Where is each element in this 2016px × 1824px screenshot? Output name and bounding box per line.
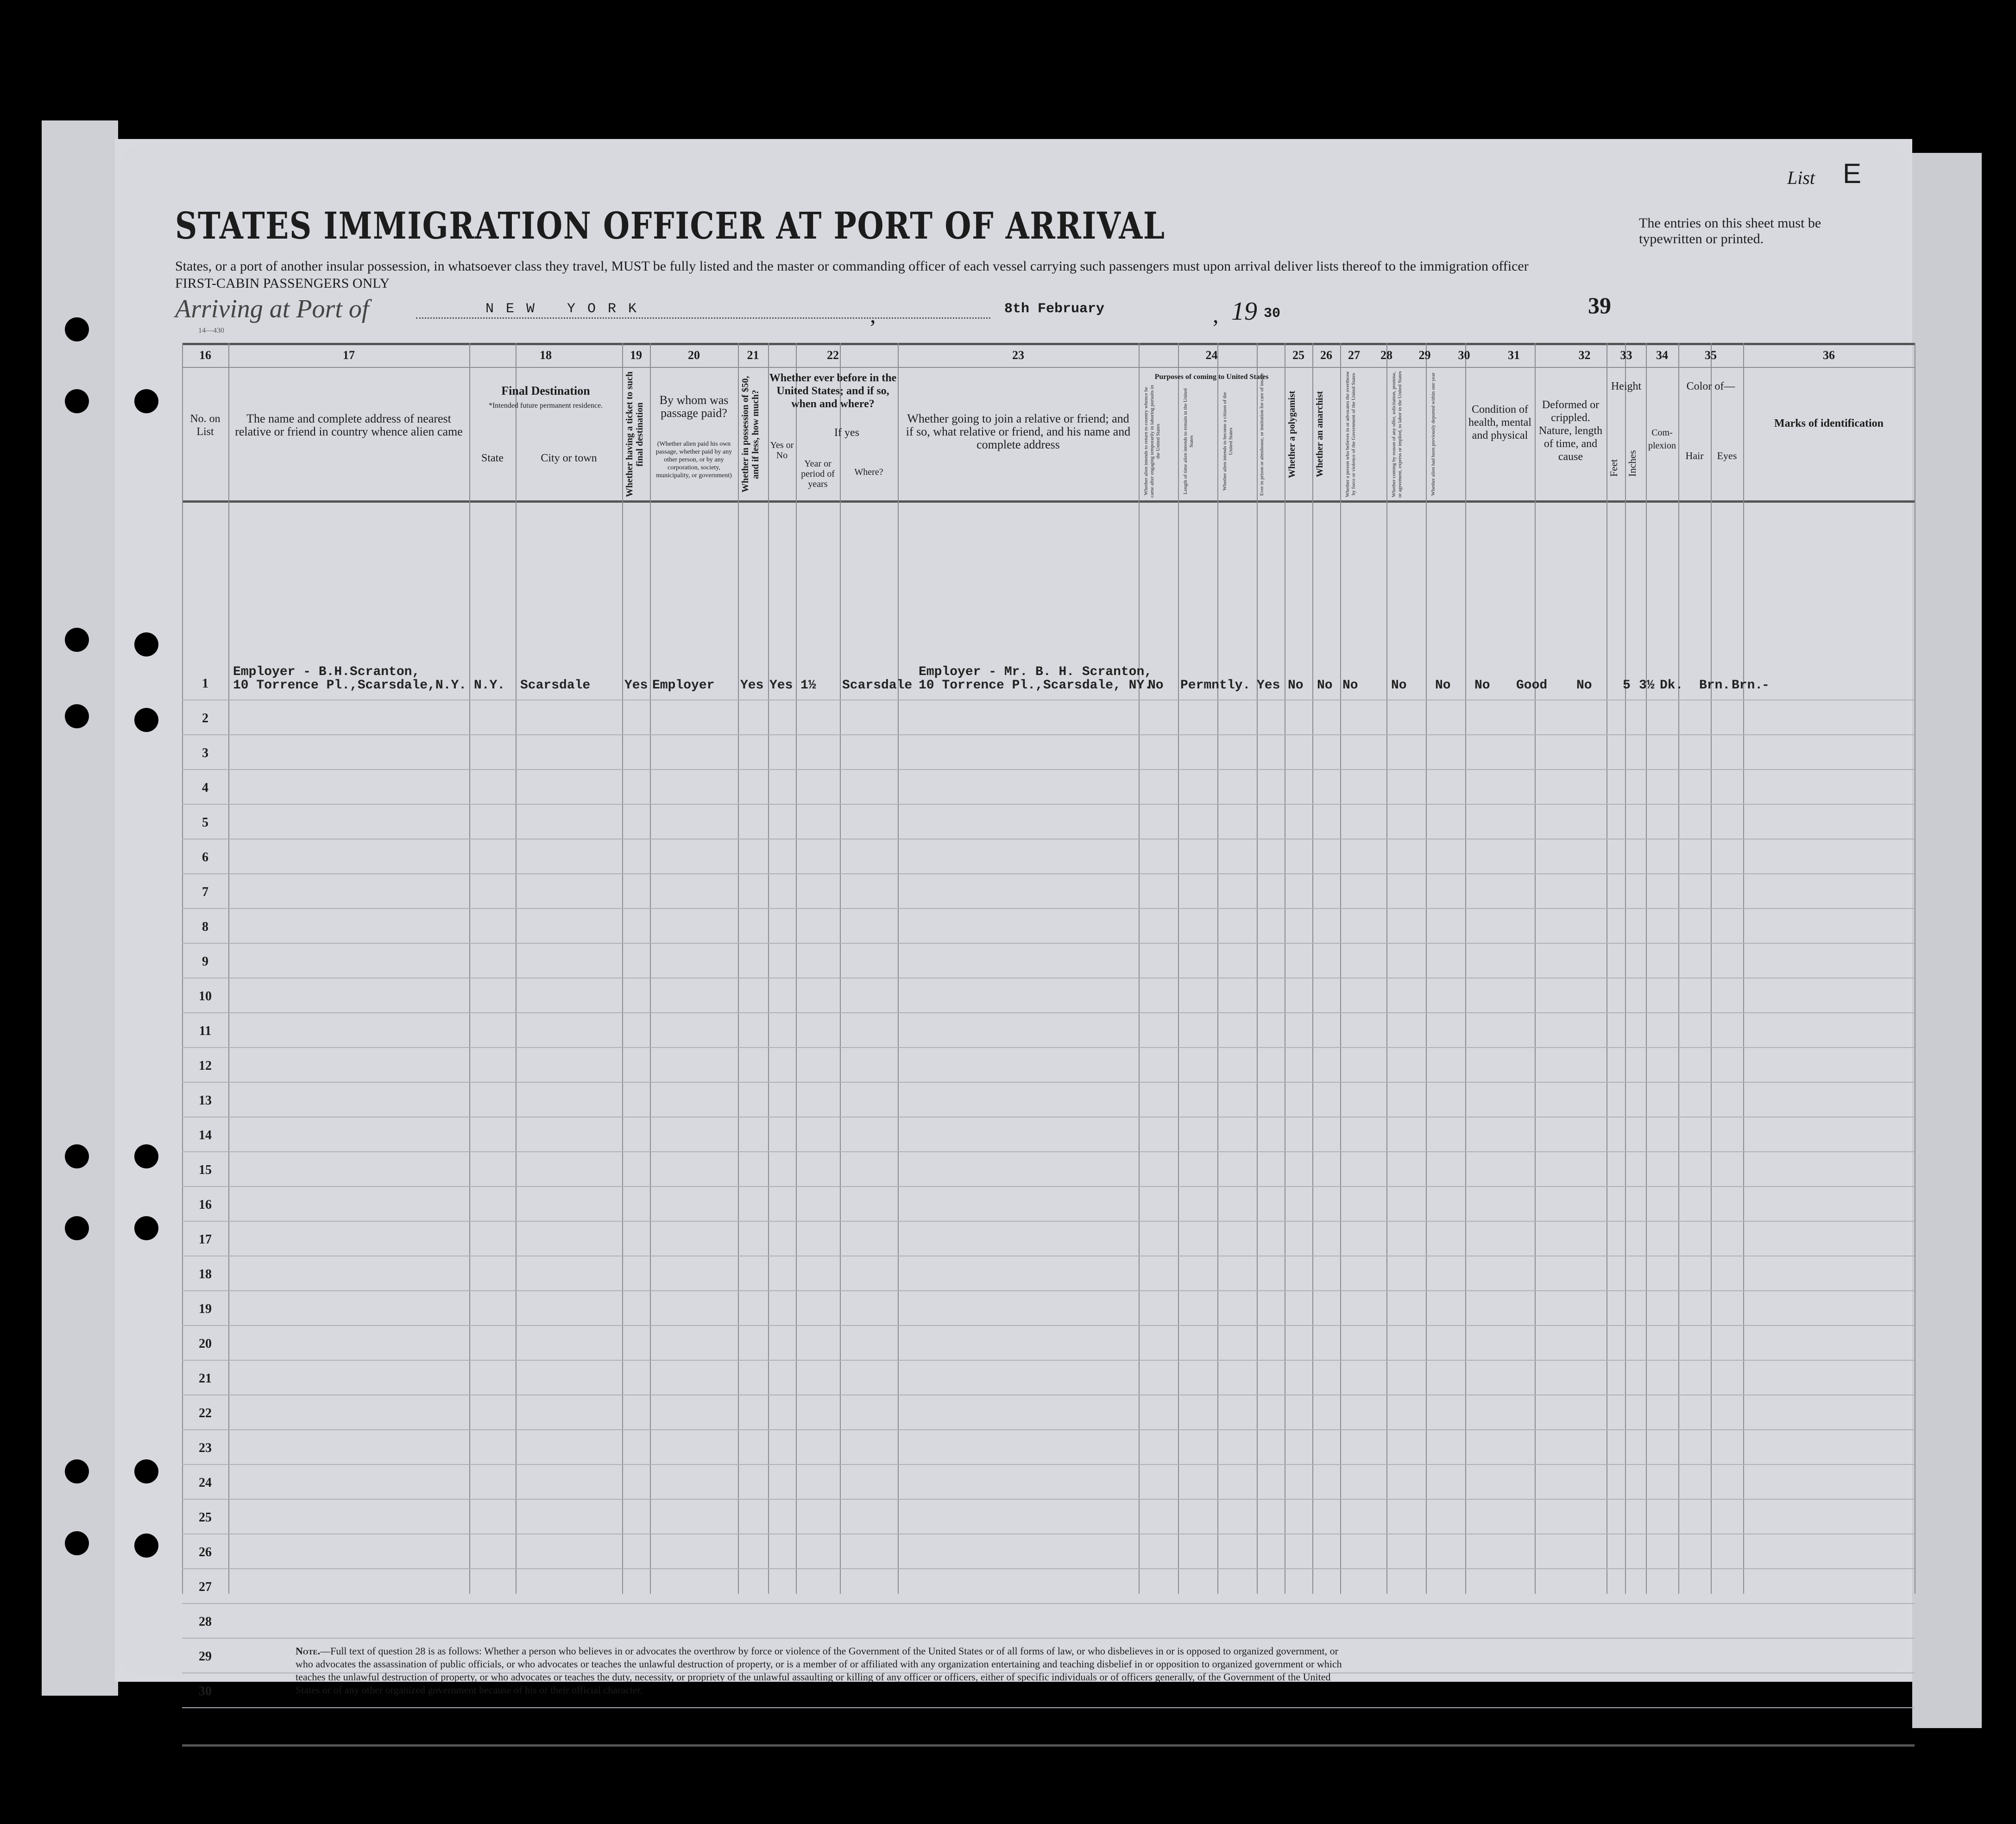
comma: , bbox=[1213, 302, 1219, 328]
punch-hole bbox=[65, 1459, 89, 1483]
row-line bbox=[182, 1082, 1915, 1083]
row-number: 1 bbox=[202, 676, 208, 691]
col33-feet: Feet bbox=[1608, 459, 1619, 477]
entry-relative-line2: 10 Torrence Pl.,Scarsdale,N.Y. bbox=[233, 678, 467, 693]
entry-years: 1½ bbox=[800, 678, 816, 693]
instruction-line: States, or a port of another insular possession, in whatsoever class they travel, MUST be fully listed and the master or commanding officer of each vessel carrying such passengers must upon arrival deliver lists thereof to the immigration officer bbox=[175, 259, 1529, 274]
row-number: 17 bbox=[199, 1232, 212, 1247]
col-number: 29 bbox=[1418, 348, 1431, 362]
col-line bbox=[1606, 343, 1607, 1594]
col-line bbox=[1340, 343, 1341, 1594]
row-number: 6 bbox=[202, 850, 208, 865]
row-number: 8 bbox=[202, 920, 208, 934]
col17-header: The name and complete address of nearest relative or friend in country whence alien came bbox=[235, 412, 463, 438]
entry-length: Permntly. bbox=[1180, 678, 1251, 693]
col-line bbox=[516, 343, 517, 1594]
col-number: 33 bbox=[1620, 348, 1632, 362]
col18-state: State bbox=[481, 452, 504, 464]
col24-b: Length of time alien intends to remain in the United States bbox=[1183, 388, 1194, 494]
punch-hole bbox=[65, 1216, 89, 1240]
arriving-label: Arriving at Port of bbox=[175, 295, 369, 323]
entry-join-line1: Employer - Mr. B. H. Scranton, bbox=[919, 665, 1153, 679]
col28-header: Whether a person who believes in or advocates the overthrow by force or violence of the Government of the United States bbox=[1345, 371, 1356, 498]
entry-ticket: Yes bbox=[624, 678, 648, 693]
table-top-rule bbox=[182, 343, 1915, 345]
col-number: 16 bbox=[199, 348, 211, 362]
footnote bbox=[296, 1645, 1347, 1697]
row-line bbox=[182, 1151, 1915, 1152]
col23-header: Whether going to join a relative or friend; and if so, what relative or friend, and his name and complete address bbox=[906, 412, 1131, 451]
comma: , bbox=[870, 302, 876, 328]
punch-hole bbox=[65, 317, 89, 341]
col-line bbox=[1312, 343, 1313, 1594]
header-rule bbox=[182, 367, 1915, 368]
col-line bbox=[650, 343, 651, 1594]
row-number: 7 bbox=[202, 885, 208, 899]
entry-fifty: Yes bbox=[740, 678, 764, 693]
entry-complexion: Dk. bbox=[1660, 678, 1683, 693]
col29-header: Whether coming by reason of any offer, solicitation, promise, or agreement, express or implied, to labor in the United States bbox=[1391, 371, 1403, 498]
col-number: 32 bbox=[1578, 348, 1591, 362]
col25-header: Ever in prison or almshouse, or institution for care of insane bbox=[1259, 373, 1265, 496]
col36-header: Marks of identification bbox=[1774, 417, 1884, 429]
page-number: 39 bbox=[1588, 292, 1611, 318]
col-number: 18 bbox=[540, 348, 552, 362]
row-number: 19 bbox=[199, 1302, 212, 1316]
col22-where: Where? bbox=[854, 467, 883, 477]
entry-anarchist: No bbox=[1342, 678, 1358, 693]
row-number: 30 bbox=[199, 1684, 212, 1698]
col-line bbox=[1743, 343, 1744, 1594]
row-line bbox=[182, 1464, 1915, 1465]
col21-header: Whether in possession of $50, and if less, how much? bbox=[740, 376, 761, 493]
entry-paid-by: Employer bbox=[652, 678, 715, 693]
punch-hole bbox=[134, 708, 158, 732]
row-number: 14 bbox=[199, 1128, 212, 1142]
row-line bbox=[182, 769, 1915, 770]
entry-q28: No bbox=[1391, 678, 1407, 693]
manifest-sheet bbox=[115, 139, 1912, 1698]
entry-citizen: Yes bbox=[1257, 678, 1280, 693]
right-page-edge bbox=[1912, 153, 1982, 1728]
row-number: 27 bbox=[199, 1580, 212, 1594]
entry-health: Good bbox=[1516, 678, 1548, 693]
punch-hole bbox=[65, 1144, 89, 1168]
entry-hair: Brn. bbox=[1699, 678, 1731, 693]
col-line bbox=[1646, 343, 1647, 1594]
col-number: 34 bbox=[1656, 348, 1668, 362]
col-number: 31 bbox=[1508, 348, 1520, 362]
row-number: 26 bbox=[199, 1545, 212, 1559]
col-number: 21 bbox=[747, 348, 759, 362]
entry-q30: No bbox=[1474, 678, 1490, 693]
col-number: 35 bbox=[1705, 348, 1717, 362]
col-line bbox=[622, 343, 623, 1594]
col33-title: Height bbox=[1611, 380, 1642, 392]
entry-return: No bbox=[1148, 678, 1164, 693]
table-bottom-rule bbox=[182, 1744, 1915, 1747]
row-line bbox=[182, 1186, 1915, 1187]
row-line bbox=[182, 1325, 1915, 1326]
col32-header: Deformed or crippled. Nature, length of time, and cause bbox=[1538, 399, 1603, 463]
port-dotted-line bbox=[416, 317, 990, 319]
row-number: 18 bbox=[199, 1267, 212, 1281]
col20-title: By whom was passage paid? bbox=[659, 393, 729, 420]
row-line bbox=[182, 734, 1915, 735]
row-line bbox=[182, 1603, 1915, 1604]
col-number: 30 bbox=[1458, 348, 1470, 362]
col-number: 25 bbox=[1292, 348, 1304, 362]
row-line bbox=[182, 873, 1915, 874]
row-number: 15 bbox=[199, 1163, 212, 1177]
col-line bbox=[768, 343, 769, 1594]
punch-hole bbox=[134, 1459, 158, 1483]
col-line bbox=[1139, 343, 1140, 1594]
list-label: List bbox=[1787, 167, 1815, 188]
page-title: STATES IMMIGRATION OFFICER AT PORT OF ARRIVAL bbox=[175, 204, 1166, 247]
row-line bbox=[182, 1638, 1915, 1639]
col-number: 26 bbox=[1320, 348, 1332, 362]
row-line bbox=[182, 700, 1915, 701]
entry-q29: No bbox=[1435, 678, 1451, 693]
year-prefix: 19 bbox=[1231, 297, 1257, 326]
row-line bbox=[182, 908, 1915, 909]
row-number: 2 bbox=[202, 711, 208, 726]
col-line bbox=[796, 343, 797, 1594]
entry-where: Scarsdale bbox=[842, 678, 913, 693]
entry-city: Scarsdale bbox=[520, 678, 591, 693]
entry-eyes: Brn. bbox=[1732, 678, 1763, 693]
punch-hole bbox=[134, 1144, 158, 1168]
punch-hole bbox=[134, 632, 158, 656]
entry-feet: 5 bbox=[1623, 678, 1631, 693]
col-line bbox=[1178, 343, 1179, 1594]
col22-yesno: Yes or No bbox=[770, 440, 794, 461]
header-bottom-rule bbox=[182, 500, 1915, 503]
col31-header: Condition of health, mental and physical bbox=[1468, 404, 1531, 442]
row-line bbox=[182, 1047, 1915, 1048]
col30-header: Whether alien had been previously deported within one year bbox=[1430, 372, 1436, 496]
col18-city: City or town bbox=[541, 452, 597, 464]
punch-hole bbox=[134, 1534, 158, 1558]
row-line bbox=[182, 1012, 1915, 1013]
col-number: 36 bbox=[1823, 348, 1835, 362]
port-value: NEW YORK bbox=[485, 301, 649, 317]
year-suffix: 30 bbox=[1264, 306, 1281, 322]
col-number: 22 bbox=[827, 348, 839, 362]
entry-inches: 3½ bbox=[1639, 678, 1655, 693]
footnote-text: —Full text of question 28 is as follows: Whether a person who believes in or advocates the overthrow by force or violence of the Government of the United States or of all forms of law, or who disbelieves in or is opposed to organized government, or who advocates the assassination of public officials, or who advocates or teaches the unlawful destruction of property, or is a member of or affiliated with any organization entertaining and teaching disbelief in or opposition to organized government or which teaches the unlawful destruction of property, or who advocates or teaches the duty, necessity, or propriety of the unlawful assaulting or killing of any officer or officers, either of specific individuals or of officers generally, of the Government of the United States or of any other organized government because of his or their official character. bbox=[296, 1645, 1342, 1696]
col-number: 27 bbox=[1348, 348, 1360, 362]
col35-title: Color of— bbox=[1686, 380, 1735, 392]
punch-hole bbox=[65, 704, 89, 728]
row-number: 16 bbox=[199, 1198, 212, 1212]
col16-header: No. on List bbox=[190, 413, 220, 438]
typewritten-notice: The entries on this sheet must be typewritten or printed. bbox=[1639, 215, 1821, 246]
col26-header: Whether a polygamist bbox=[1287, 391, 1297, 478]
row-number: 11 bbox=[199, 1024, 212, 1038]
col-line bbox=[738, 343, 739, 1594]
col-line bbox=[1386, 343, 1387, 1594]
col22-ifyes: If yes bbox=[834, 427, 859, 439]
col24-c: Whether alien intends to become a citizen of the United States bbox=[1222, 392, 1234, 491]
col-number: 23 bbox=[1012, 348, 1024, 362]
punch-hole bbox=[65, 389, 89, 413]
col-line bbox=[469, 343, 470, 1594]
col24-a: Whether alien intends to return to country whence he came after engaging temporarily in laboring pursuits in the United States bbox=[1143, 385, 1161, 498]
col-line bbox=[1465, 343, 1466, 1594]
footnote-label: Note. bbox=[296, 1645, 321, 1657]
entry-deformed: No bbox=[1576, 678, 1592, 693]
form-code: 14—430 bbox=[198, 327, 224, 335]
row-line bbox=[182, 943, 1915, 944]
col22-title: Whether ever before in the United States; and if so, when and where? bbox=[769, 372, 897, 410]
col-line bbox=[1625, 343, 1626, 1594]
col-line bbox=[1257, 343, 1258, 1594]
col-line bbox=[1426, 343, 1427, 1594]
col18-title: Final Destination bbox=[501, 384, 590, 398]
col-line bbox=[1217, 343, 1218, 1594]
row-number: 10 bbox=[199, 989, 212, 1004]
col-line bbox=[1535, 343, 1536, 1594]
row-number: 12 bbox=[199, 1059, 212, 1073]
row-line bbox=[182, 1360, 1915, 1361]
row-line bbox=[182, 1429, 1915, 1430]
col-line bbox=[840, 343, 841, 1594]
punch-hole bbox=[65, 628, 89, 652]
col24-title: Purposes of coming to United States bbox=[1154, 373, 1269, 381]
col-line bbox=[228, 343, 229, 1594]
col20-sub: (Whether alien paid his own passage, whether paid by any other person, or by any corporation, society, municipality, or government) bbox=[655, 441, 732, 479]
col34-header: Com- plexion bbox=[1648, 428, 1676, 451]
col19-header: Whether having a ticket to such final destination bbox=[624, 371, 645, 498]
col35-eyes: Eyes bbox=[1717, 450, 1737, 461]
entry-prison: No bbox=[1288, 678, 1304, 693]
list-letter: E bbox=[1842, 158, 1861, 189]
arrival-date: 8th February bbox=[1004, 301, 1105, 317]
col-number: 17 bbox=[343, 348, 355, 362]
entry-before: Yes bbox=[769, 678, 793, 693]
col-number: 24 bbox=[1205, 348, 1218, 362]
row-number: 4 bbox=[202, 781, 208, 795]
col22-year: Year or period of years bbox=[801, 459, 835, 489]
row-line bbox=[182, 1221, 1915, 1222]
row-number: 9 bbox=[202, 954, 208, 969]
entry-polygamist: No bbox=[1317, 678, 1333, 693]
row-number: 25 bbox=[199, 1510, 212, 1525]
punch-hole bbox=[134, 389, 158, 413]
col-number: 19 bbox=[630, 348, 642, 362]
row-number: 28 bbox=[199, 1615, 212, 1629]
row-number: 13 bbox=[199, 1093, 212, 1108]
row-number: 29 bbox=[199, 1649, 212, 1664]
col-line bbox=[898, 343, 899, 1594]
col-line bbox=[1678, 343, 1679, 1594]
row-number: 20 bbox=[199, 1337, 212, 1351]
row-line bbox=[182, 1499, 1915, 1500]
col33-inches: Inches bbox=[1626, 450, 1638, 477]
col-line bbox=[1711, 343, 1712, 1594]
row-number: 5 bbox=[202, 815, 208, 830]
row-line bbox=[182, 1290, 1915, 1291]
row-number: 21 bbox=[199, 1371, 212, 1386]
row-number: 3 bbox=[202, 746, 208, 760]
row-line bbox=[182, 804, 1915, 805]
col27-header: Whether an anarchist bbox=[1315, 391, 1325, 478]
entry-relative-line1: Employer - B.H.Scranton, bbox=[233, 665, 420, 679]
row-line bbox=[182, 1568, 1915, 1569]
row-number: 23 bbox=[199, 1441, 212, 1455]
col-number: 28 bbox=[1380, 348, 1392, 362]
entry-state: N.Y. bbox=[474, 678, 505, 693]
punch-hole bbox=[134, 1216, 158, 1240]
row-line bbox=[182, 1707, 1915, 1708]
cabin-class: FIRST-CABIN PASSENGERS ONLY bbox=[175, 276, 390, 291]
row-number: 22 bbox=[199, 1406, 212, 1420]
col-number: 20 bbox=[688, 348, 700, 362]
punch-hole bbox=[65, 1531, 89, 1555]
row-number: 24 bbox=[199, 1476, 212, 1490]
col18-sub: *Intended future permanent residence. bbox=[488, 402, 603, 410]
entry-marks: - bbox=[1762, 678, 1770, 693]
entry-join-line2: 10 Torrence Pl.,Scarsdale, NY. bbox=[919, 678, 1153, 693]
col35-hair: Hair bbox=[1685, 450, 1704, 461]
